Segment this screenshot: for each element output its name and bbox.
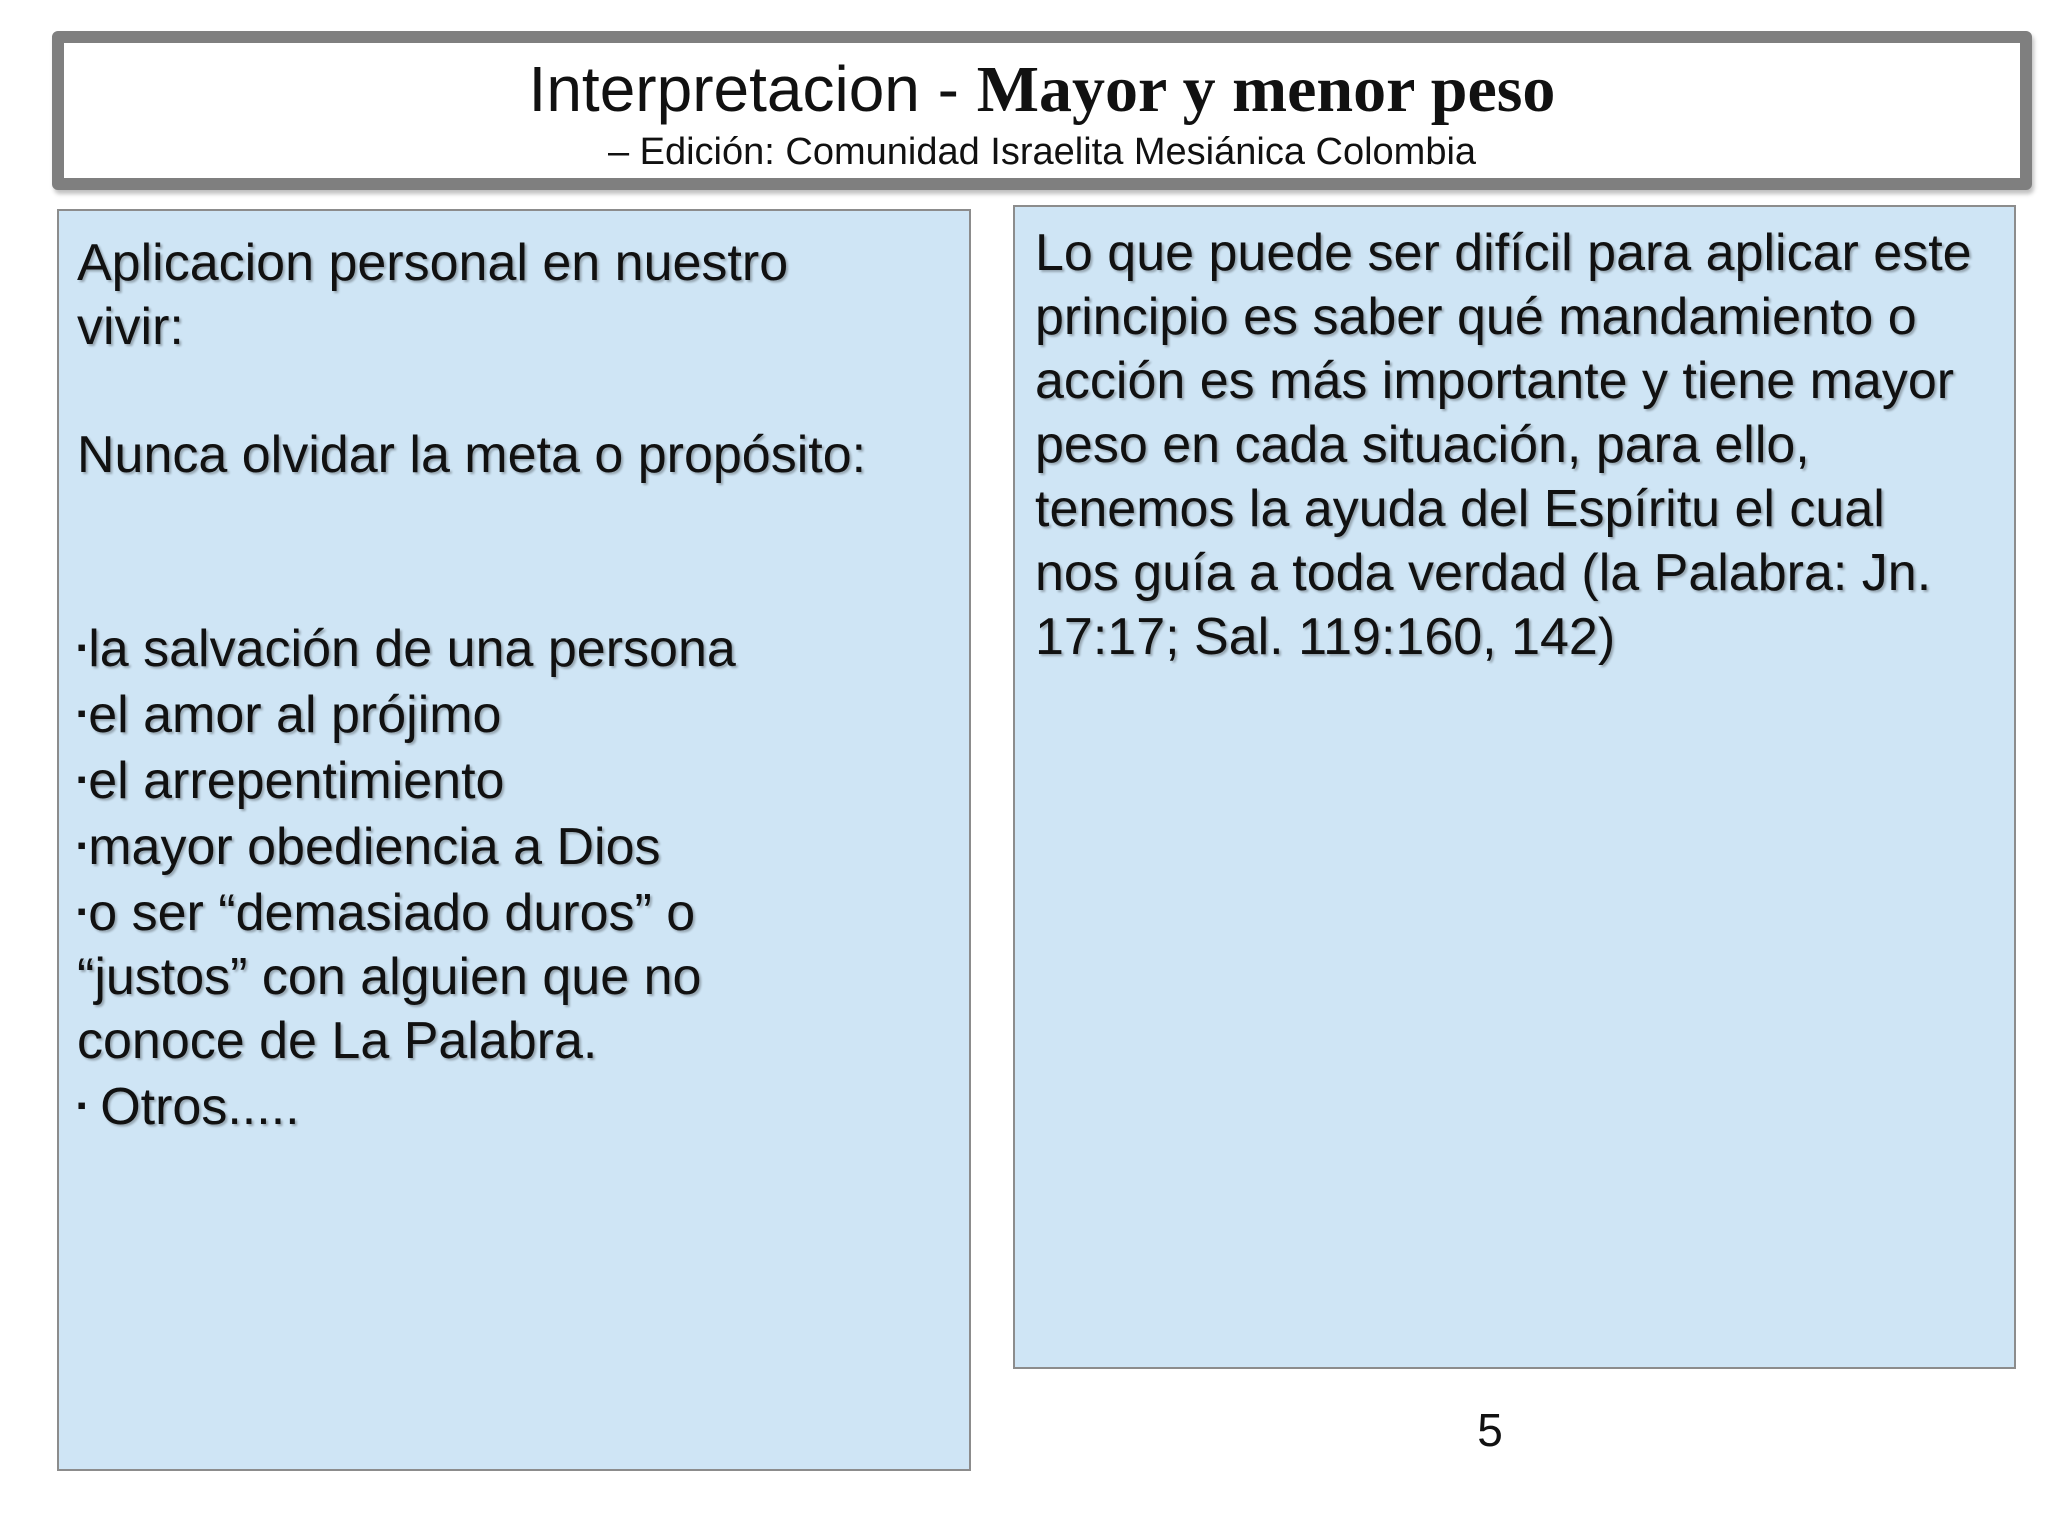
title-sans-part: Interpretacion - <box>528 53 977 125</box>
spacer <box>77 359 955 423</box>
slide-subtitle: – Edición: Comunidad Israelita Mesiánica Colombia <box>607 131 1477 173</box>
bullet-icon: ▪ <box>77 764 87 794</box>
bullet-icon: ▪ <box>77 1090 87 1120</box>
list-item: ▪mayor obediencia a Dios <box>77 818 661 876</box>
right-text-panel <box>1013 205 2016 1369</box>
title-frame <box>52 31 2032 190</box>
list-item: ▪la salvación de una persona <box>77 620 736 678</box>
list-item: ▪el amor al prójimo <box>77 686 502 744</box>
bullet-icon: ▪ <box>77 632 87 662</box>
list-item: ▪el arrepentimiento <box>77 752 505 810</box>
bullet-icon: ▪ <box>77 896 87 926</box>
slide-title <box>64 51 2020 128</box>
left-heading: Aplicacion personal en nuestro vivir: <box>77 234 789 356</box>
left-prompt: Nunca olvidar la meta o propósito: <box>77 426 867 484</box>
bullet-icon: ▪ <box>77 830 87 860</box>
page-number: 5 <box>1477 1404 1503 1456</box>
purpose-list <box>77 615 955 1139</box>
left-text-panel <box>57 209 971 1471</box>
list-item: ▪o ser “demasiado duros” o “justos” con alguien que no conoce de La Palabra. <box>77 884 702 1070</box>
bullet-icon: ▪ <box>77 698 87 728</box>
list-item: ▪ Otros..... <box>77 1078 300 1136</box>
title-serif-part: Mayor y menor peso <box>976 53 1556 126</box>
right-paragraph: Lo que puede ser difícil para aplicar este principio es saber qué mandamiento o acción es más importante y tiene mayor peso en cada situación, para ello, tenemos la ayuda del Espíritu el cual nos guía a toda verdad (la Palabra: Jn. 17:17; Sal. 119:160, 142) <box>1035 224 1972 666</box>
spacer <box>77 487 955 615</box>
